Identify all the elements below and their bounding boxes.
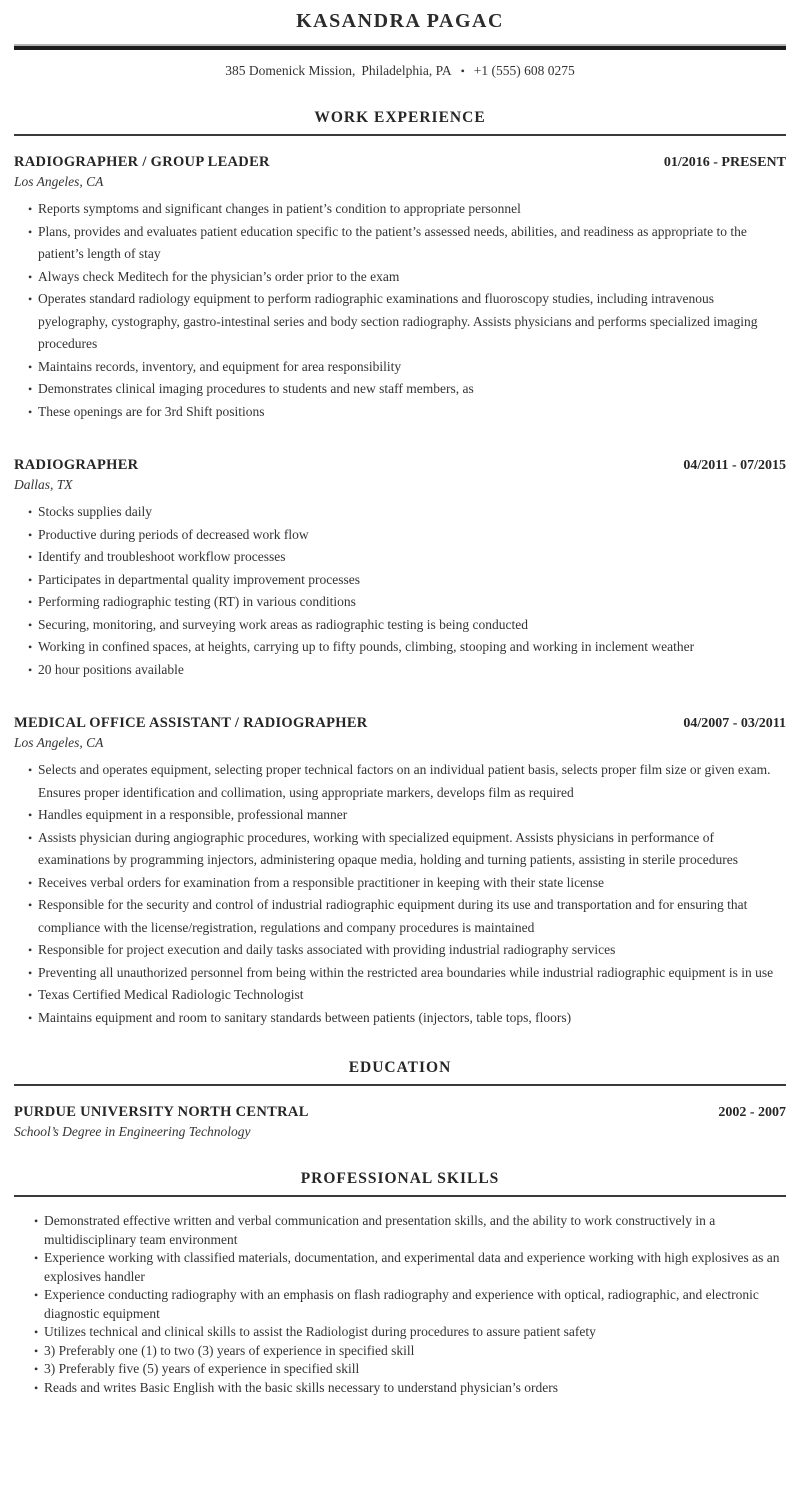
job-bullet-list bbox=[14, 501, 786, 681]
degree-name: School’s Degree in Engineering Technology bbox=[14, 1124, 251, 1139]
contact-line bbox=[14, 63, 786, 79]
skill-bullet-item: • Experience working with classified materials, documentation, and experimental data and experience working with high explosives as an explosives handler bbox=[34, 1249, 786, 1286]
job-bullet-item: • Selects and operates equipment, selecting proper technical factors on an individual patient basis, selects proper film size or given exam. Ensures proper identification and collimation, using appropriate markers, develops film as required bbox=[28, 759, 786, 804]
job-bullet-item: • Reports symptoms and significant changes in patient’s condition to appropriate personnel bbox=[28, 198, 786, 221]
job-bullet-item: • Demonstrates clinical imaging procedures to students and new staff members, as bbox=[28, 378, 786, 401]
job-header bbox=[14, 715, 786, 732]
job-bullet-item: • Identify and troubleshoot workflow processes bbox=[28, 546, 786, 569]
work-experience-rule bbox=[14, 134, 786, 136]
job-bullet-list bbox=[14, 759, 786, 1029]
skill-bullet-item: • 3) Preferably five (5) years of experience in specified skill bbox=[34, 1360, 786, 1379]
job-bullet-item: • Assists physician during angiographic procedures, working with specialized equipment. Assists physicians in performance of examinations by programming injectors, administering opaque media, holding and turning patients, assisting in sterile procedures bbox=[28, 827, 786, 872]
professional-skills-title: PROFESSIONAL SKILLS bbox=[300, 1170, 500, 1187]
education-header bbox=[14, 1104, 786, 1121]
job-location: Dallas, TX bbox=[14, 477, 73, 492]
skill-bullet-item: • Demonstrated effective written and verbal communication and presentation skills, and the ability to work constructively in a multidisciplinary team environment bbox=[34, 1212, 786, 1249]
contact-city: Philadelphia, PA bbox=[361, 63, 452, 78]
job-entry-medical-office-assistant bbox=[14, 715, 786, 1029]
job-dates: 01/2016 - PRESENT bbox=[663, 155, 786, 170]
job-dates: 04/2007 - 03/2011 bbox=[683, 716, 786, 731]
contact-address: 385 Domenick Mission, bbox=[225, 63, 356, 78]
job-bullet-item: • Maintains records, inventory, and equipment for area responsibility bbox=[28, 356, 786, 379]
skill-bullet-item: • Reads and writes Basic English with the basic skills necessary to understand physician’s orders bbox=[34, 1379, 786, 1398]
job-bullet-item: • These openings are for 3rd Shift positions bbox=[28, 401, 786, 424]
education-entry bbox=[14, 1104, 786, 1140]
contact-phone: +1 (555) 608 0275 bbox=[473, 63, 575, 78]
job-bullet-item: • Participates in departmental quality improvement processes bbox=[28, 569, 786, 592]
job-title: MEDICAL OFFICE ASSISTANT / RADIOGRAPHER bbox=[14, 715, 368, 731]
work-experience-title: WORK EXPERIENCE bbox=[314, 109, 486, 126]
job-title: RADIOGRAPHER / GROUP LEADER bbox=[14, 154, 270, 170]
skills-bullet-list bbox=[14, 1212, 786, 1397]
job-bullet-item: • Texas Certified Medical Radiologic Technologist bbox=[28, 984, 786, 1007]
job-location: Los Angeles, CA bbox=[14, 735, 104, 750]
job-bullet-item: • Preventing all unauthorized personnel from being within the restricted area boundaries while industrial radiographic equipment is in use bbox=[28, 962, 786, 985]
contact-separator-dot: • bbox=[460, 64, 465, 78]
job-header bbox=[14, 154, 786, 171]
job-bullet-item: • 20 hour positions available bbox=[28, 659, 786, 682]
job-bullet-item: • Receives verbal orders for examination from a responsible practitioner in keeping with their state license bbox=[28, 872, 786, 895]
job-location: Los Angeles, CA bbox=[14, 174, 104, 189]
job-bullet-list bbox=[14, 198, 786, 423]
job-bullet-item: • Handles equipment in a responsible, professional manner bbox=[28, 804, 786, 827]
job-header bbox=[14, 457, 786, 474]
job-entry-radiographer bbox=[14, 457, 786, 681]
job-bullet-item: • Operates standard radiology equipment to perform radiographic examinations and fluoroscopy studies, including intravenous pyelography, cystography, gastro-intestinal series and body section radiography. Assists physicians and performs specialized imaging procedures bbox=[28, 288, 786, 356]
job-bullet-item: • Performing radiographic testing (RT) in various conditions bbox=[28, 591, 786, 614]
job-bullet-item: • Plans, provides and evaluates patient education specific to the patient’s assessed needs, abilities, and readiness as appropriate to the patient’s length of stay bbox=[28, 221, 786, 266]
skill-bullet-item: • Experience conducting radiography with an emphasis on flash radiography and experience with optical, radiographic, and electronic diagnostic equipment bbox=[34, 1286, 786, 1323]
job-entry-group-leader bbox=[14, 154, 786, 423]
job-bullet-item: • Always check Meditech for the physician’s order prior to the exam bbox=[28, 266, 786, 289]
job-bullet-item: • Responsible for project execution and daily tasks associated with providing industrial radiography services bbox=[28, 939, 786, 962]
header-double-rule bbox=[14, 44, 786, 50]
resume-header bbox=[14, 10, 786, 79]
professional-skills-rule bbox=[14, 1195, 786, 1197]
job-bullet-item: • Responsible for the security and control of industrial radiographic equipment during its use and transportation and for ensuring that compliance with the license/registration, regulations and company procedures is maintained bbox=[28, 894, 786, 939]
job-bullet-item: • Stocks supplies daily bbox=[28, 501, 786, 524]
education-rule bbox=[14, 1084, 786, 1086]
section-work-experience bbox=[14, 109, 786, 1029]
education-title: EDUCATION bbox=[348, 1059, 452, 1076]
job-bullet-item: • Securing, monitoring, and surveying work areas as radiographic testing is being conducted bbox=[28, 614, 786, 637]
skill-bullet-item: • 3) Preferably one (1) to two (3) years of experience in specified skill bbox=[34, 1342, 786, 1361]
skill-bullet-item: • Utilizes technical and clinical skills to assist the Radiologist during procedures to assure patient safety bbox=[34, 1323, 786, 1342]
job-bullet-item: • Maintains equipment and room to sanitary standards between patients (injectors, table tops, floors) bbox=[28, 1007, 786, 1030]
section-education bbox=[14, 1059, 786, 1140]
job-bullet-item: • Productive during periods of decreased work flow bbox=[28, 524, 786, 547]
job-dates: 04/2011 - 07/2015 bbox=[683, 458, 786, 473]
job-bullet-item: • Working in confined spaces, at heights, carrying up to fifty pounds, climbing, stooping and working in inclement weather bbox=[28, 636, 786, 659]
candidate-name: KASANDRA PAGAC bbox=[296, 10, 504, 32]
school-name: PURDUE UNIVERSITY NORTH CENTRAL bbox=[14, 1104, 309, 1120]
education-dates: 2002 - 2007 bbox=[718, 1105, 786, 1120]
job-title: RADIOGRAPHER bbox=[14, 457, 139, 473]
section-professional-skills bbox=[14, 1170, 786, 1397]
